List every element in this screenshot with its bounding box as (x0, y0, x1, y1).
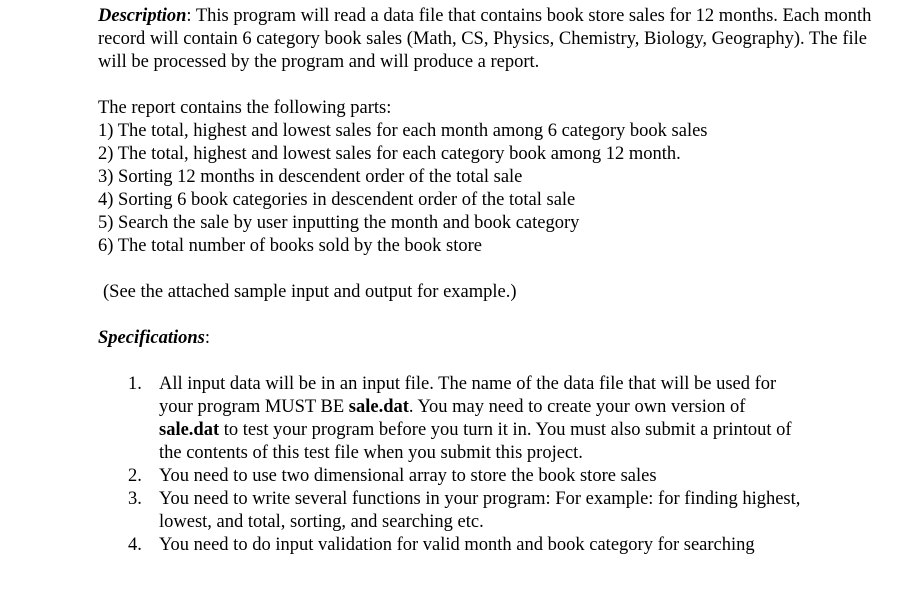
report-intro: The report contains the following parts: (98, 98, 392, 118)
report-item-2: 2) The total, highest and lowest sales for each category book among 12 month. (98, 144, 681, 164)
document-page (98, 5, 888, 557)
report-item-6: 6) The total number of books sold by the book store (98, 236, 482, 256)
see-attached-note: (See the attached sample input and output for example.) (103, 282, 517, 302)
spec-item-text: . You may need to create your own version of (408, 397, 746, 417)
spec-item-number: 4. (128, 535, 142, 555)
specifications-label: Specifications (98, 328, 205, 348)
filename-sale-dat: sale.dat (348, 397, 409, 417)
specifications-heading (98, 327, 888, 350)
spec-item-text: You need to use two dimensional array to store the book store sales (159, 466, 657, 486)
spec-item-number: 2. (128, 466, 142, 486)
report-item-4: 4) Sorting 6 book categories in descendent order of the total sale (98, 190, 576, 210)
spec-item-2 (98, 465, 809, 488)
spec-item-text: All input data will be in an input file. The name of the data file that will be used for your program MUST BE (159, 374, 777, 417)
report-item-1: 1) The total, highest and lowest sales for each month among 6 category book sales (98, 121, 708, 141)
description-colon: : (186, 6, 192, 26)
filename-sale-dat: sale.dat (159, 420, 220, 440)
spec-item-number: 3. (128, 489, 142, 509)
spec-item-text: You need to write several functions in your program: For example: for finding highest, lowest, and total, sorting, and searching etc. (159, 489, 801, 532)
description-label: Description (98, 6, 187, 26)
report-parts (98, 97, 888, 258)
description-text: This program will read a data file that contains book store sales for 12 months. Each month record will contain 6 category book sales (Math, CS, Physics, Chemistry, Biology, Geography). The file will be processed by the program and will produce a report. (98, 6, 872, 72)
spec-item-text: You need to do input validation for valid month and book category for searching (159, 535, 755, 555)
spec-item-text: to test your program before you turn it in. You must also submit a printout of the contents of this test file when you submit this project. (159, 420, 792, 463)
spec-item-1 (98, 373, 809, 465)
spec-item-number: 1. (128, 374, 142, 394)
spec-item-3 (98, 488, 809, 534)
specifications-colon: : (204, 328, 211, 348)
description-paragraph (98, 5, 888, 74)
report-item-5: 5) Search the sale by user inputting the month and book category (98, 213, 580, 233)
specifications-list (98, 373, 888, 557)
spec-item-4 (98, 534, 879, 557)
report-item-3: 3) Sorting 12 months in descendent order of the total sale (98, 167, 523, 187)
